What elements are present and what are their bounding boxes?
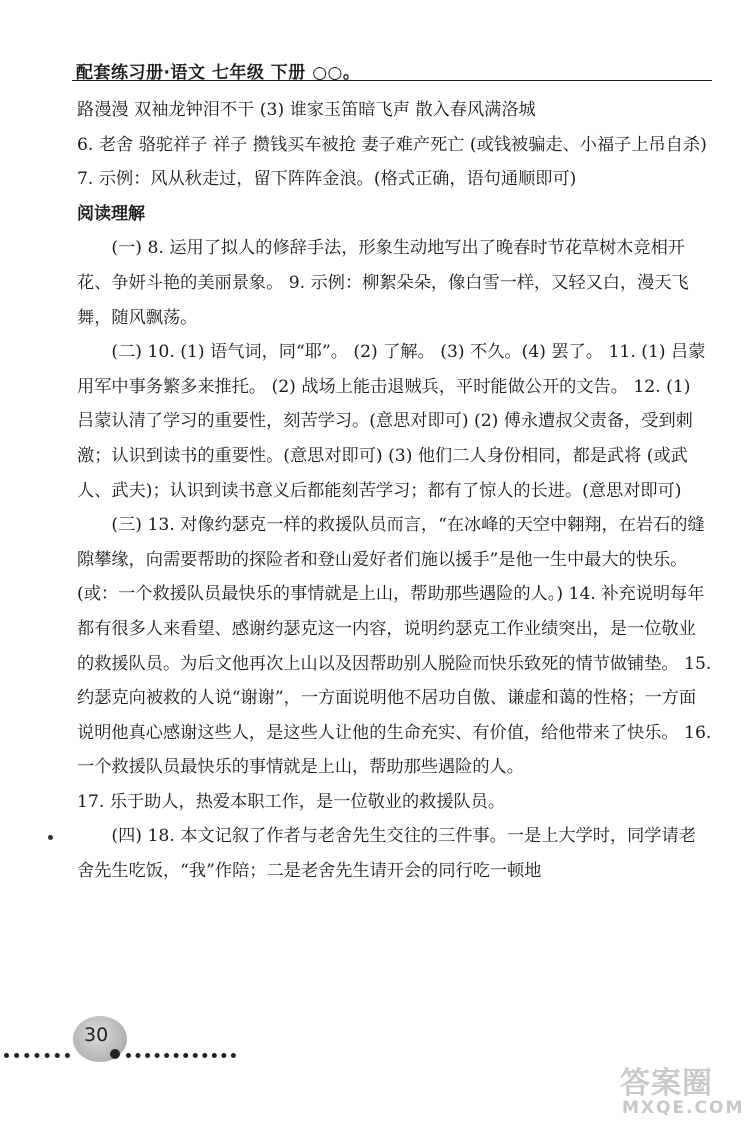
footer-dotted-rule-left: [4, 1053, 70, 1064]
reading-section-1: (一) 8. 运用了拟人的修辞手法，形象生动地写出了晚春时节花草树木竞相开花、争妍斗艳的美丽景象。 9. 示例：柳絮朵朵，像白雪一样，又轻又白，漫天飞舞，随风飘荡。: [77, 238, 689, 328]
header-rule: [72, 80, 712, 81]
page-number: 30: [84, 1024, 109, 1046]
answer-line-17: 17. 乐于助人，热爱本职工作，是一位敬业的救援队员。: [77, 791, 506, 812]
watermark-logo-text: 答案圈: [620, 1066, 713, 1101]
answer-paragraph-6-7: 6. 老舍 骆驼祥子 祥子 攒钱买车被抢 妻子难产死亡 (或钱被骗走、小福子上吊自杀) 7. 示例：风从秋走过，留下阵阵金浪。(格式正确，语句通顺即可): [77, 134, 707, 190]
page-bullet-dot: [110, 1049, 120, 1059]
reading-section-4: (四) 18. 本文记叙了作者与老舍先生交往的三件事。一是上大学时，同学请老舍先生吃饭，“我”作陪；二是老舍先生请开会的同行吃一顿地: [77, 826, 696, 882]
running-header: 配套练习册·语文 七年级 下册 ○○。: [76, 63, 361, 83]
section-title: 阅读理解: [77, 203, 145, 224]
footer-dotted-rule-right: [126, 1053, 236, 1064]
answer-content: [77, 93, 712, 889]
stray-mark: [48, 835, 53, 840]
reading-section-3: (三) 13. 对像约瑟克一样的救援队员而言，“在冰峰的天空中翱翔，在岩石的缝隙攀缘，向需要帮助的探险者和登山爱好者们施以援手”是他一生中最大的快乐。(或：一个救援队员最快乐的事情就是上山，帮助那些遇险的人。) 14. 补充说明每年都有很多人来看望、感谢约瑟克这一内容，说明约瑟克工作业绩突出，是一位敬业的救援队员。为后文他再次上山以及因帮助别人脱险而快乐致死的情节做铺垫。 15. 约瑟克向被救的人说“谢谢”，一方面说明他不居功自傲、谦虚和蔼的性格；一方面说明他真心感谢这些人，是这些人让他的生命充实、有价值，给他带来了快乐。 16. 一个救援队员最快乐的事情就是上山，帮助那些遇险的人。: [77, 515, 712, 778]
answer-line-1: 路漫漫 双袖龙钟泪不干 (3) 谁家玉笛暗飞声 散入春风满洛城: [77, 100, 536, 120]
watermark-logo: [620, 1058, 745, 1120]
reading-section-2: (二) 10. (1) 语气词，同“耶”。 (2) 了解。 (3) 不久。(4) 罢了。 11. (1) 吕蒙用军中事务繁多来推托。 (2) 战场上能击退贼兵，平时能做公开的文告。 12. (1) 吕蒙认清了学习的重要性，刻苦学习。(意思对即可) (2) 傅永遭叔父责备，受到刺激；认识到读书的重要性。(意思对即可) (3) 他们二人身份相同，都是武将 (或武人、武夫)；认识到读书意义后都能刻苦学习；都有了惊人的长进。(意思对即可): [77, 342, 706, 501]
watermark-url: MXQE.COM: [622, 1098, 745, 1118]
